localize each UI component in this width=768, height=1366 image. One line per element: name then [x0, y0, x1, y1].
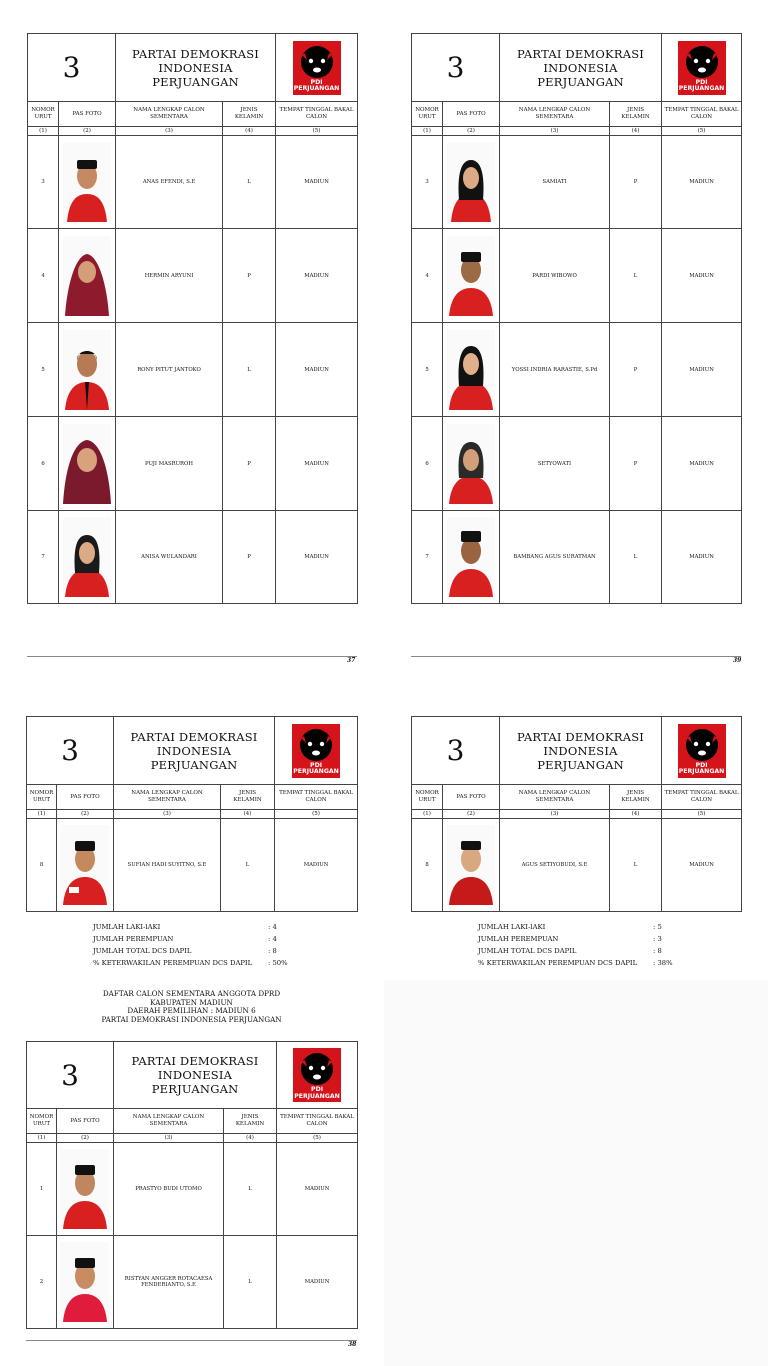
candidate-number: 6	[28, 417, 59, 511]
col-nama: NAMA LENGKAP CALON SEMENTARA	[116, 102, 223, 127]
summary-label: JUMLAH LAKI-lAKI	[478, 923, 546, 931]
summary-label: % KETERWAKILAN PEREMPUAN DCS DAPIL	[93, 959, 253, 967]
candidate-table	[26, 1041, 358, 1329]
candidate-number: 4	[28, 229, 59, 323]
candidate-name: SUFIAN HADI SUYITNO, S.E	[114, 819, 221, 912]
candidate-gender: L	[224, 1236, 277, 1329]
candidate-table	[27, 33, 358, 604]
col-nama: NAMA LENGKAP CALON SEMENTARA	[500, 102, 610, 127]
footer-rule	[27, 656, 357, 657]
candidate-number: 1	[27, 1143, 57, 1236]
candidate-number: 3	[28, 136, 59, 229]
candidate-residence: MADIUN	[276, 136, 358, 229]
candidate-gender: P	[223, 229, 276, 323]
summary-label: JUMLAH PEREMPUAN	[478, 935, 559, 943]
table-row	[28, 417, 358, 511]
party-number: 3	[412, 717, 500, 785]
summary-value: : 8	[653, 947, 662, 955]
empty-page-area	[384, 980, 768, 1366]
col-nomor-urut: NOMOR URUT	[412, 785, 443, 810]
table-row	[28, 229, 358, 323]
candidate-photo	[59, 136, 116, 229]
table-row	[28, 511, 358, 604]
summary-value: : 5	[653, 923, 662, 931]
col-index: (5)	[277, 1134, 358, 1143]
candidate-gender: L	[610, 229, 662, 323]
party-name: PARTAI DEMOKRASI INDONESIA PERJUANGAN	[116, 34, 276, 102]
col-pas-foto: PAS FOTO	[443, 102, 500, 127]
candidate-residence: MADIUN	[275, 819, 358, 912]
candidate-photo	[59, 323, 116, 417]
col-index: (2)	[57, 810, 114, 819]
col-index: (1)	[412, 127, 443, 136]
col-nomor-urut: NOMOR URUT	[27, 785, 57, 810]
summary-label: JUMLAH LAKI-lAKI	[93, 923, 161, 931]
party-number: 3	[412, 34, 500, 102]
candidate-number: 3	[412, 136, 443, 229]
candidate-gender: P	[610, 323, 662, 417]
col-index: (4)	[223, 127, 276, 136]
party-name: PARTAI DEMOKRASI INDONESIA PERJUANGAN	[114, 717, 275, 785]
party-logo	[275, 717, 358, 785]
party-logo	[276, 34, 358, 102]
summary-value: : 50%	[268, 959, 288, 967]
candidate-photo	[59, 511, 116, 604]
summary-label: JUMLAH PEREMPUAN	[93, 935, 174, 943]
col-index: (4)	[221, 810, 275, 819]
table-row	[412, 136, 742, 229]
candidate-table	[411, 33, 742, 604]
candidate-gender: P	[610, 136, 662, 229]
table-row	[27, 819, 358, 912]
candidate-number: 5	[412, 323, 443, 417]
candidate-name: PUJI MASRUROH	[116, 417, 223, 511]
col-index: (1)	[27, 810, 57, 819]
candidate-photo	[443, 511, 500, 604]
candidate-name: YOSSI INDRIA RARASTIE, S.Pd	[500, 323, 610, 417]
col-tempat-tinggal: TEMPAT TINGGAL BAKAL CALON	[662, 785, 742, 810]
col-jenis-kelamin: JENIS KELAMIN	[610, 785, 662, 810]
col-jenis-kelamin: JENIS KELAMIN	[221, 785, 275, 810]
col-index: (3)	[500, 127, 610, 136]
candidate-name: PARDI WIBOWO	[500, 229, 610, 323]
col-index: (5)	[275, 810, 358, 819]
candidate-residence: MADIUN	[662, 417, 742, 511]
candidate-residence: MADIUN	[662, 819, 742, 912]
col-index: (5)	[276, 127, 358, 136]
table-row	[28, 136, 358, 229]
summary-value: : 3	[653, 935, 662, 943]
bull-head-icon: PDI PERJUANGAN	[678, 41, 726, 95]
candidate-number: 8	[27, 819, 57, 912]
candidate-table	[26, 716, 358, 912]
page-number: 39	[733, 657, 742, 664]
party-logo	[277, 1042, 358, 1109]
dcs-summary	[93, 921, 353, 969]
candidate-number: 4	[412, 229, 443, 323]
col-nomor-urut: NOMOR URUT	[27, 1109, 57, 1134]
table-row	[412, 323, 742, 417]
candidate-gender: P	[223, 511, 276, 604]
candidate-photo	[443, 417, 500, 511]
candidate-residence: MADIUN	[276, 511, 358, 604]
col-pas-foto: PAS FOTO	[57, 1109, 114, 1134]
table-row	[412, 417, 742, 511]
candidate-number: 8	[412, 819, 443, 912]
col-index: (1)	[27, 1134, 57, 1143]
summary-value: : 4	[268, 935, 277, 943]
col-index: (4)	[224, 1134, 277, 1143]
candidate-photo	[57, 1143, 114, 1236]
candidate-name: RISTYAN ANGGER ROTACAESA FENDERIANTO, S.E	[114, 1236, 224, 1329]
col-pas-foto: PAS FOTO	[443, 785, 500, 810]
candidate-residence: MADIUN	[277, 1236, 358, 1329]
candidate-name: AGUS SETIYOBUDI, S.E	[500, 819, 610, 912]
table-row	[27, 1143, 358, 1236]
dcs-summary	[478, 921, 738, 969]
party-number: 3	[27, 717, 114, 785]
candidate-residence: MADIUN	[276, 323, 358, 417]
summary-value: : 8	[268, 947, 277, 955]
col-index: (2)	[443, 810, 500, 819]
summary-value: : 4	[268, 923, 277, 931]
col-jenis-kelamin: JENIS KELAMIN	[224, 1109, 277, 1134]
party-number: 3	[27, 1042, 114, 1109]
col-index: (2)	[59, 127, 116, 136]
candidate-gender: L	[610, 819, 662, 912]
col-nama: NAMA LENGKAP CALON SEMENTARA	[114, 785, 221, 810]
candidate-name: ANISA WULANDARI	[116, 511, 223, 604]
candidate-residence: MADIUN	[662, 229, 742, 323]
candidate-photo	[443, 136, 500, 229]
candidate-name: SAMIATI	[500, 136, 610, 229]
candidate-residence: MADIUN	[662, 136, 742, 229]
col-nomor-urut: NOMOR URUT	[412, 102, 443, 127]
summary-label: JUMLAH TOTAL DCS DAPIL	[478, 947, 577, 955]
table-row	[412, 819, 742, 912]
candidate-gender: L	[223, 323, 276, 417]
party-logo	[662, 717, 742, 785]
party-number: 3	[28, 34, 116, 102]
candidate-residence: MADIUN	[662, 323, 742, 417]
candidate-residence: MADIUN	[276, 229, 358, 323]
table-row	[28, 323, 358, 417]
table-row	[412, 229, 742, 323]
candidate-photo	[443, 819, 500, 912]
candidate-number: 7	[28, 511, 59, 604]
page-number: 37	[347, 657, 356, 664]
col-index: (1)	[412, 810, 443, 819]
candidate-photo	[59, 417, 116, 511]
candidate-name: PRASTYO BUDI UTOMO	[114, 1143, 224, 1236]
col-nama: NAMA LENGKAP CALON SEMENTARA	[114, 1109, 224, 1134]
col-index: (5)	[662, 127, 742, 136]
candidate-name: RONY PITUT JANTOKO	[116, 323, 223, 417]
col-tempat-tinggal: TEMPAT TINGGAL BAKAL CALON	[275, 785, 358, 810]
col-index: (2)	[57, 1134, 114, 1143]
summary-label: JUMLAH TOTAL DCS DAPIL	[93, 947, 192, 955]
candidate-photo	[443, 229, 500, 323]
col-nama: NAMA LENGKAP CALON SEMENTARA	[500, 785, 610, 810]
candidate-photo	[59, 229, 116, 323]
col-index: (2)	[443, 127, 500, 136]
col-index: (4)	[610, 810, 662, 819]
candidate-number: 5	[28, 323, 59, 417]
col-index: (3)	[116, 127, 223, 136]
summary-label: % KETERWAKILAN PEREMPUAN DCS DAPIL	[478, 959, 638, 967]
candidate-name: SETYOWATI	[500, 417, 610, 511]
candidate-number: 2	[27, 1236, 57, 1329]
party-name: PARTAI DEMOKRASI INDONESIA PERJUANGAN	[500, 34, 662, 102]
col-index: (5)	[662, 810, 742, 819]
candidate-gender: L	[224, 1143, 277, 1236]
party-name: PARTAI DEMOKRASI INDONESIA PERJUANGAN	[500, 717, 662, 785]
col-index: (3)	[114, 1134, 224, 1143]
col-pas-foto: PAS FOTO	[59, 102, 116, 127]
party-name: PARTAI DEMOKRASI INDONESIA PERJUANGAN	[114, 1042, 277, 1109]
footer-rule	[411, 656, 741, 657]
footer-rule	[26, 1340, 357, 1341]
summary-value: : 38%	[653, 959, 673, 967]
page-number: 38	[348, 1341, 357, 1348]
party-logo	[662, 34, 742, 102]
candidate-gender: P	[610, 417, 662, 511]
candidate-name: HERMIN ARYUNI	[116, 229, 223, 323]
col-pas-foto: PAS FOTO	[57, 785, 114, 810]
bull-head-icon: PDI PERJUANGAN	[293, 41, 341, 95]
col-index: (1)	[28, 127, 59, 136]
candidate-residence: MADIUN	[276, 417, 358, 511]
candidate-table	[411, 716, 742, 912]
candidate-photo	[57, 1236, 114, 1329]
table-row	[412, 511, 742, 604]
candidate-photo	[443, 323, 500, 417]
candidate-gender: L	[610, 511, 662, 604]
candidate-residence: MADIUN	[662, 511, 742, 604]
candidate-name: BAMBANG AGUS SURATMAN	[500, 511, 610, 604]
candidate-gender: L	[223, 136, 276, 229]
col-tempat-tinggal: TEMPAT TINGGAL BAKAL CALON	[662, 102, 742, 127]
col-index: (3)	[500, 810, 610, 819]
table-row	[27, 1236, 358, 1329]
list-caption: DAFTAR CALON SEMENTARA ANGGOTA DPRD KABUPATEN MADIUN DAERAH PEMILIHAN : MADIUN 6 PARTAI DEMOKRASI INDONESIA PERJUANGAN	[101, 989, 282, 1024]
col-tempat-tinggal: TEMPAT TINGGAL BAKAL CALON	[276, 102, 358, 127]
bull-head-icon: PDI PERJUANGAN	[293, 1048, 341, 1102]
candidate-gender: L	[221, 819, 275, 912]
col-tempat-tinggal: TEMPAT TINGGAL BAKAL CALON	[277, 1109, 358, 1134]
col-index: (4)	[610, 127, 662, 136]
col-jenis-kelamin: JENIS KELAMIN	[223, 102, 276, 127]
candidate-number: 6	[412, 417, 443, 511]
candidate-name: ANAS EFENDI, S.E	[116, 136, 223, 229]
col-jenis-kelamin: JENIS KELAMIN	[610, 102, 662, 127]
candidate-residence: MADIUN	[277, 1143, 358, 1236]
candidate-photo	[57, 819, 114, 912]
candidate-number: 7	[412, 511, 443, 604]
col-nomor-urut: NOMOR URUT	[28, 102, 59, 127]
col-index: (3)	[114, 810, 221, 819]
bull-head-icon: PDI PERJUANGAN	[292, 724, 340, 778]
bull-head-icon: PDI PERJUANGAN	[678, 724, 726, 778]
candidate-gender: P	[223, 417, 276, 511]
